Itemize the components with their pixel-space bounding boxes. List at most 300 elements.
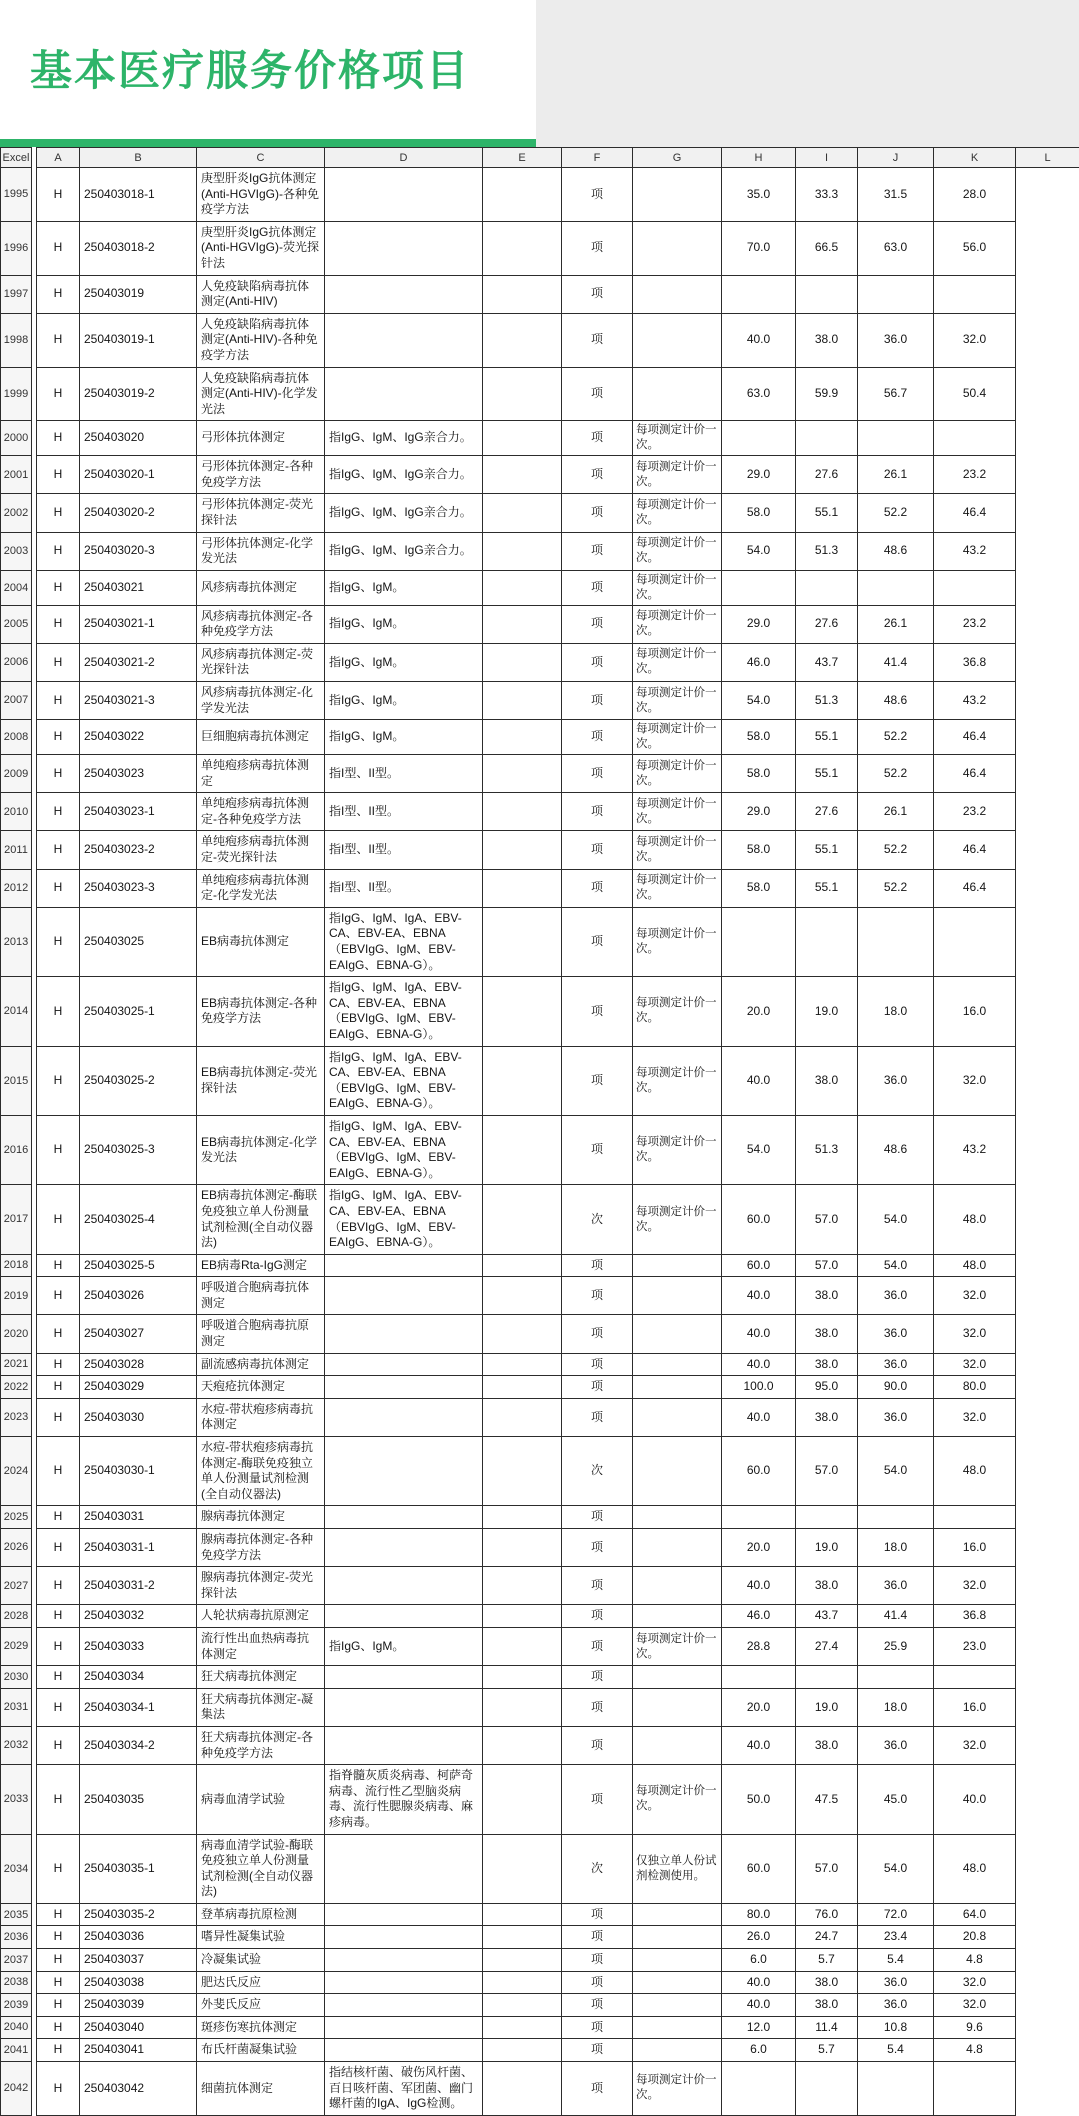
cell-col-i: 76.0 [796,1903,858,1926]
cell-col-b: 250403034-2 [80,1726,197,1764]
cell-col-a: H [37,1903,80,1926]
cell-col-l [1016,1277,1079,1315]
cell-col-g [633,1971,722,1994]
row-number: 2031 [1,1688,32,1726]
table-row [1,456,1079,494]
cell-col-b: 250403035-1 [80,1834,197,1903]
cell-col-j: 36.0 [858,1726,934,1764]
cell-col-k: 16.0 [934,1688,1016,1726]
cell-col-c: EB病毒抗体测定-各种免疫学方法 [197,977,325,1046]
cell-col-f: 项 [562,1666,633,1689]
cell-col-i: 55.1 [796,869,858,907]
cell-col-d [325,367,483,421]
cell-col-d: 指I型、II型。 [325,793,483,831]
cell-col-e [483,755,562,793]
table-row [1,1567,1079,1605]
cell-col-i [796,421,858,456]
row-number: 2024 [1,1437,32,1506]
cell-col-k: 48.0 [934,1834,1016,1903]
cell-col-j: 41.4 [858,643,934,681]
cell-col-e [483,831,562,869]
cell-col-k [934,907,1016,976]
cell-col-i [796,2062,858,2116]
cell-col-i: 19.0 [796,977,858,1046]
table-row [1,1627,1079,1665]
cell-col-g: 每项测定计价一次。 [633,1185,722,1254]
cell-col-d [325,1726,483,1764]
cell-col-h: 58.0 [722,494,796,532]
cell-col-a: H [37,1315,80,1353]
cell-col-b: 250403021 [80,570,197,605]
cell-col-i: 57.0 [796,1437,858,1506]
table-row [1,1726,1079,1764]
cell-col-j: 36.0 [858,1277,934,1315]
cell-col-b: 250403037 [80,1949,197,1972]
cell-col-b: 250403019-2 [80,367,197,421]
cell-col-k: 43.2 [934,682,1016,720]
cell-col-i: 5.7 [796,2039,858,2062]
cell-col-l [1016,1115,1079,1184]
row-number: 2018 [1,1254,32,1277]
cell-col-i: 47.5 [796,1765,858,1834]
cell-col-i: 55.1 [796,755,858,793]
cell-col-d [325,1437,483,1506]
cell-col-b: 250403031-2 [80,1567,197,1605]
cell-col-l [1016,367,1079,421]
cell-col-d: 指IgG、IgM。 [325,643,483,681]
cell-col-e [483,1254,562,1277]
cell-col-f: 项 [562,1046,633,1115]
cell-col-a: H [37,2062,80,2116]
cell-col-b: 250403038 [80,1971,197,1994]
row-number: 2011 [1,831,32,869]
cell-col-k: 40.0 [934,1765,1016,1834]
cell-col-c: 人免疫缺陷病毒抗体测定(Anti-HIV)-各种免疫学方法 [197,313,325,367]
cell-col-l [1016,1437,1079,1506]
column-header-K: K [934,148,1016,168]
cell-col-a: H [37,793,80,831]
table-row [1,605,1079,643]
cell-col-j: 72.0 [858,1903,934,1926]
cell-col-h: 60.0 [722,1185,796,1254]
cell-col-g: 每项测定计价一次。 [633,494,722,532]
cell-col-e [483,1666,562,1689]
row-number: 2004 [1,570,32,605]
cell-col-l [1016,643,1079,681]
cell-col-f: 项 [562,720,633,755]
row-number: 1995 [1,168,32,222]
cell-col-d: 指I型、II型。 [325,831,483,869]
cell-col-i: 24.7 [796,1926,858,1949]
cell-col-h: 100.0 [722,1376,796,1399]
cell-col-k: 32.0 [934,1353,1016,1376]
cell-col-f: 项 [562,1254,633,1277]
cell-col-k [934,2062,1016,2116]
row-number: 2002 [1,494,32,532]
cell-col-d: 指IgG、IgM。 [325,682,483,720]
cell-col-a: H [37,1605,80,1628]
cell-col-j: 26.1 [858,456,934,494]
table-row [1,1994,1079,2017]
cell-col-c: EB病毒抗体测定-荧光探针法 [197,1046,325,1115]
row-number: 2026 [1,1529,32,1567]
cell-col-c: 单纯疱疹病毒抗体测定-各种免疫学方法 [197,793,325,831]
cell-col-h [722,421,796,456]
cell-col-d [325,1834,483,1903]
cell-col-i: 38.0 [796,1353,858,1376]
cell-col-d [325,1353,483,1376]
cell-col-d [325,1926,483,1949]
cell-col-k [934,1506,1016,1529]
cell-col-f: 项 [562,2039,633,2062]
cell-col-k: 46.4 [934,869,1016,907]
cell-col-e [483,907,562,976]
cell-col-f: 项 [562,221,633,275]
cell-col-d: 指IgG、IgM、IgA、EBV-CA、EBV-EA、EBNA（EBVIgG、IgM、EBV-EAIgG、EBNA-G）。 [325,1115,483,1184]
cell-col-i: 27.4 [796,1627,858,1665]
cell-col-f: 项 [562,456,633,494]
cell-col-f: 项 [562,1277,633,1315]
cell-col-j: 54.0 [858,1254,934,1277]
cell-col-b: 250403021-2 [80,643,197,681]
cell-col-a: H [37,2016,80,2039]
cell-col-e [483,1605,562,1628]
cell-col-g: 每项测定计价一次。 [633,456,722,494]
column-header-B: B [80,148,197,168]
cell-col-d [325,221,483,275]
table-row [1,1254,1079,1277]
cell-col-j: 10.8 [858,2016,934,2039]
cell-col-k: 46.4 [934,720,1016,755]
cell-col-h [722,2062,796,2116]
cell-col-c: 肥达氏反应 [197,1971,325,1994]
row-number: 1998 [1,313,32,367]
cell-col-i: 57.0 [796,1185,858,1254]
cell-col-j: 18.0 [858,977,934,1046]
cell-col-e [483,2016,562,2039]
cell-col-h: 20.0 [722,1688,796,1726]
cell-col-g [633,1376,722,1399]
cell-col-b: 250403018-1 [80,168,197,222]
cell-col-e [483,221,562,275]
cell-col-i: 43.7 [796,1605,858,1628]
cell-col-j: 18.0 [858,1688,934,1726]
cell-col-b: 250403025-3 [80,1115,197,1184]
cell-col-b: 250403035 [80,1765,197,1834]
cell-col-e [483,2039,562,2062]
cell-col-l [1016,869,1079,907]
table-row [1,532,1079,570]
cell-col-l [1016,1949,1079,1972]
cell-col-l [1016,456,1079,494]
cell-col-e [483,1115,562,1184]
cell-col-c: 人免疫缺陷病毒抗体测定(Anti-HIV)-化学发光法 [197,367,325,421]
cell-col-k: 4.8 [934,2039,1016,2062]
cell-col-a: H [37,1567,80,1605]
cell-col-j: 52.2 [858,720,934,755]
table-row [1,2039,1079,2062]
cell-col-g [633,1529,722,1567]
cell-col-i: 95.0 [796,1376,858,1399]
cell-col-j: 36.0 [858,1971,934,1994]
cell-col-i: 27.6 [796,605,858,643]
cell-col-h: 40.0 [722,313,796,367]
cell-col-e [483,682,562,720]
cell-col-f: 项 [562,1765,633,1834]
cell-col-e [483,1046,562,1115]
cell-col-l [1016,1994,1079,2017]
table-row [1,682,1079,720]
cell-col-l [1016,720,1079,755]
cell-col-j [858,421,934,456]
row-number: 2017 [1,1185,32,1254]
cell-col-a: H [37,1254,80,1277]
cell-col-f: 项 [562,1688,633,1726]
cell-col-f: 项 [562,907,633,976]
cell-col-f: 项 [562,1398,633,1436]
cell-col-a: H [37,682,80,720]
cell-col-j: 54.0 [858,1185,934,1254]
cell-col-c: 狂犬病毒抗体测定 [197,1666,325,1689]
cell-col-d [325,1688,483,1726]
cell-col-f: 项 [562,1605,633,1628]
cell-col-d [325,1376,483,1399]
cell-col-i: 38.0 [796,1971,858,1994]
cell-col-a: H [37,907,80,976]
cell-col-g: 每项测定计价一次。 [633,1765,722,1834]
cell-col-f: 项 [562,605,633,643]
cell-col-d: 指I型、II型。 [325,755,483,793]
cell-col-c: 风疹病毒抗体测定-化学发光法 [197,682,325,720]
table-row [1,831,1079,869]
cell-col-g [633,1437,722,1506]
table-row [1,2016,1079,2039]
cell-col-f: 项 [562,1506,633,1529]
table-row [1,1688,1079,1726]
cell-col-b: 250403020-3 [80,532,197,570]
cell-col-c: 人免疫缺陷病毒抗体测定(Anti-HIV) [197,275,325,313]
cell-col-e [483,1398,562,1436]
cell-col-j: 26.1 [858,605,934,643]
cell-col-h: 6.0 [722,2039,796,2062]
cell-col-g: 每项测定计价一次。 [633,1046,722,1115]
cell-col-d [325,2039,483,2062]
cell-col-i: 57.0 [796,1834,858,1903]
cell-col-a: H [37,1765,80,1834]
cell-col-a: H [37,1627,80,1665]
cell-col-f: 项 [562,755,633,793]
cell-col-j [858,2062,934,2116]
cell-col-j: 52.2 [858,494,934,532]
cell-col-h: 80.0 [722,1903,796,1926]
row-number: 2042 [1,2062,32,2116]
cell-col-d: 指脊髓灰质炎病毒、柯萨奇病毒、流行性乙型脑炎病毒、流行性腮腺炎病毒、麻疹病毒。 [325,1765,483,1834]
cell-col-h: 40.0 [722,1567,796,1605]
cell-col-l [1016,1926,1079,1949]
cell-col-d: 指IgG、IgM、IgA、EBV-CA、EBV-EA、EBNA（EBVIgG、IgM、EBV-EAIgG、EBNA-G）。 [325,977,483,1046]
cell-col-c: 天疱疮抗体测定 [197,1376,325,1399]
cell-col-e [483,313,562,367]
cell-col-j: 54.0 [858,1834,934,1903]
cell-col-d: 指IgG、IgM。 [325,720,483,755]
cell-col-e [483,1765,562,1834]
cell-col-j: 48.6 [858,532,934,570]
cell-col-b: 250403025-5 [80,1254,197,1277]
cell-col-j: 45.0 [858,1765,934,1834]
cell-col-l [1016,1765,1079,1834]
cell-col-b: 250403031-1 [80,1529,197,1567]
cell-col-l [1016,1688,1079,1726]
cell-col-c: 病毒血清学试验 [197,1765,325,1834]
row-number: 2022 [1,1376,32,1399]
cell-col-l [1016,570,1079,605]
cell-col-j [858,275,934,313]
cell-col-f: 项 [562,643,633,681]
cell-col-b: 250403023 [80,755,197,793]
cell-col-h: 54.0 [722,532,796,570]
cell-col-b: 250403035-2 [80,1903,197,1926]
cell-col-k: 16.0 [934,977,1016,1046]
cell-col-j: 52.2 [858,869,934,907]
cell-col-e [483,1834,562,1903]
cell-col-c: EB病毒Rta-IgG测定 [197,1254,325,1277]
row-number: 2041 [1,2039,32,2062]
cell-col-c: 斑疹伤寒抗体测定 [197,2016,325,2039]
cell-col-l [1016,1398,1079,1436]
cell-col-a: H [37,221,80,275]
cell-col-f: 项 [562,532,633,570]
cell-col-k: 46.4 [934,755,1016,793]
cell-col-h [722,275,796,313]
cell-col-k: 32.0 [934,1971,1016,1994]
table-row [1,1765,1079,1834]
cell-col-h: 54.0 [722,682,796,720]
cell-col-g [633,1903,722,1926]
cell-col-e [483,456,562,494]
cell-col-g [633,367,722,421]
cell-col-i: 38.0 [796,1398,858,1436]
cell-col-b: 250403020 [80,421,197,456]
row-number: 2016 [1,1115,32,1184]
cell-col-f: 项 [562,168,633,222]
cell-col-j: 31.5 [858,168,934,222]
cell-col-a: H [37,605,80,643]
cell-col-h: 58.0 [722,755,796,793]
cell-col-l [1016,1567,1079,1605]
column-header-D: D [325,148,483,168]
table-row [1,2062,1079,2116]
cell-col-g [633,1506,722,1529]
price-table [0,147,1079,2116]
cell-col-e [483,2062,562,2116]
cell-col-h: 28.8 [722,1627,796,1665]
cell-col-i: 27.6 [796,793,858,831]
cell-col-d [325,1398,483,1436]
cell-col-l [1016,275,1079,313]
cell-col-i: 38.0 [796,1315,858,1353]
row-number: 2039 [1,1994,32,2017]
cell-col-k: 56.0 [934,221,1016,275]
cell-col-k: 32.0 [934,1315,1016,1353]
cell-col-b: 250403027 [80,1315,197,1353]
cell-col-h: 58.0 [722,720,796,755]
cell-col-a: H [37,977,80,1046]
cell-col-k [934,1666,1016,1689]
cell-col-a: H [37,1115,80,1184]
table-row [1,643,1079,681]
cell-col-i: 66.5 [796,221,858,275]
cell-col-k [934,421,1016,456]
cell-col-l [1016,1605,1079,1628]
cell-col-i: 33.3 [796,168,858,222]
cell-col-k: 23.2 [934,793,1016,831]
cell-col-a: H [37,1926,80,1949]
cell-col-a: H [37,1994,80,2017]
cell-col-a: H [37,1353,80,1376]
cell-col-j: 41.4 [858,1605,934,1628]
cell-col-f: 项 [562,1949,633,1972]
table-row [1,367,1079,421]
row-number: 2040 [1,2016,32,2039]
cell-col-g: 每项测定计价一次。 [633,532,722,570]
cell-col-g: 每项测定计价一次。 [633,682,722,720]
column-header-I: I [796,148,858,168]
cell-col-c: 弓形体抗体测定-化学发光法 [197,532,325,570]
cell-col-f: 项 [562,1926,633,1949]
cell-col-c: 副流感病毒抗体测定 [197,1353,325,1376]
cell-col-g [633,2039,722,2062]
cell-col-g: 每项测定计价一次。 [633,831,722,869]
table-row [1,275,1079,313]
cell-col-g [633,1605,722,1628]
row-number: 2013 [1,907,32,976]
cell-col-d [325,168,483,222]
cell-col-g: 每项测定计价一次。 [633,1115,722,1184]
cell-col-e [483,1726,562,1764]
cell-col-c: 呼吸道合胞病毒抗原测定 [197,1315,325,1353]
cell-col-a: H [37,1666,80,1689]
cell-col-k: 23.0 [934,1627,1016,1665]
cell-col-f: 项 [562,793,633,831]
cell-col-d [325,1315,483,1353]
cell-col-b: 250403028 [80,1353,197,1376]
cell-col-b: 250403040 [80,2016,197,2039]
cell-col-e [483,643,562,681]
table-row [1,570,1079,605]
cell-col-d: 指IgG、IgM、IgG亲合力。 [325,532,483,570]
cell-col-c: 登革病毒抗原检测 [197,1903,325,1926]
cell-col-f: 项 [562,2062,633,2116]
cell-col-e [483,1185,562,1254]
cell-col-c: 狂犬病毒抗体测定-各种免疫学方法 [197,1726,325,1764]
cell-col-b: 250403029 [80,1376,197,1399]
cell-col-k: 48.0 [934,1437,1016,1506]
cell-col-a: H [37,275,80,313]
cell-col-g [633,1926,722,1949]
cell-col-b: 250403025 [80,907,197,976]
row-number: 2034 [1,1834,32,1903]
cell-col-i: 51.3 [796,532,858,570]
cell-col-b: 250403022 [80,720,197,755]
cell-col-k: 32.0 [934,1994,1016,2017]
cell-col-j [858,1666,934,1689]
row-number: 1996 [1,221,32,275]
column-header-A: A [37,148,80,168]
cell-col-h: 40.0 [722,1398,796,1436]
cell-col-b: 250403025-4 [80,1185,197,1254]
cell-col-f: 项 [562,1567,633,1605]
cell-col-g: 每项测定计价一次。 [633,2062,722,2116]
